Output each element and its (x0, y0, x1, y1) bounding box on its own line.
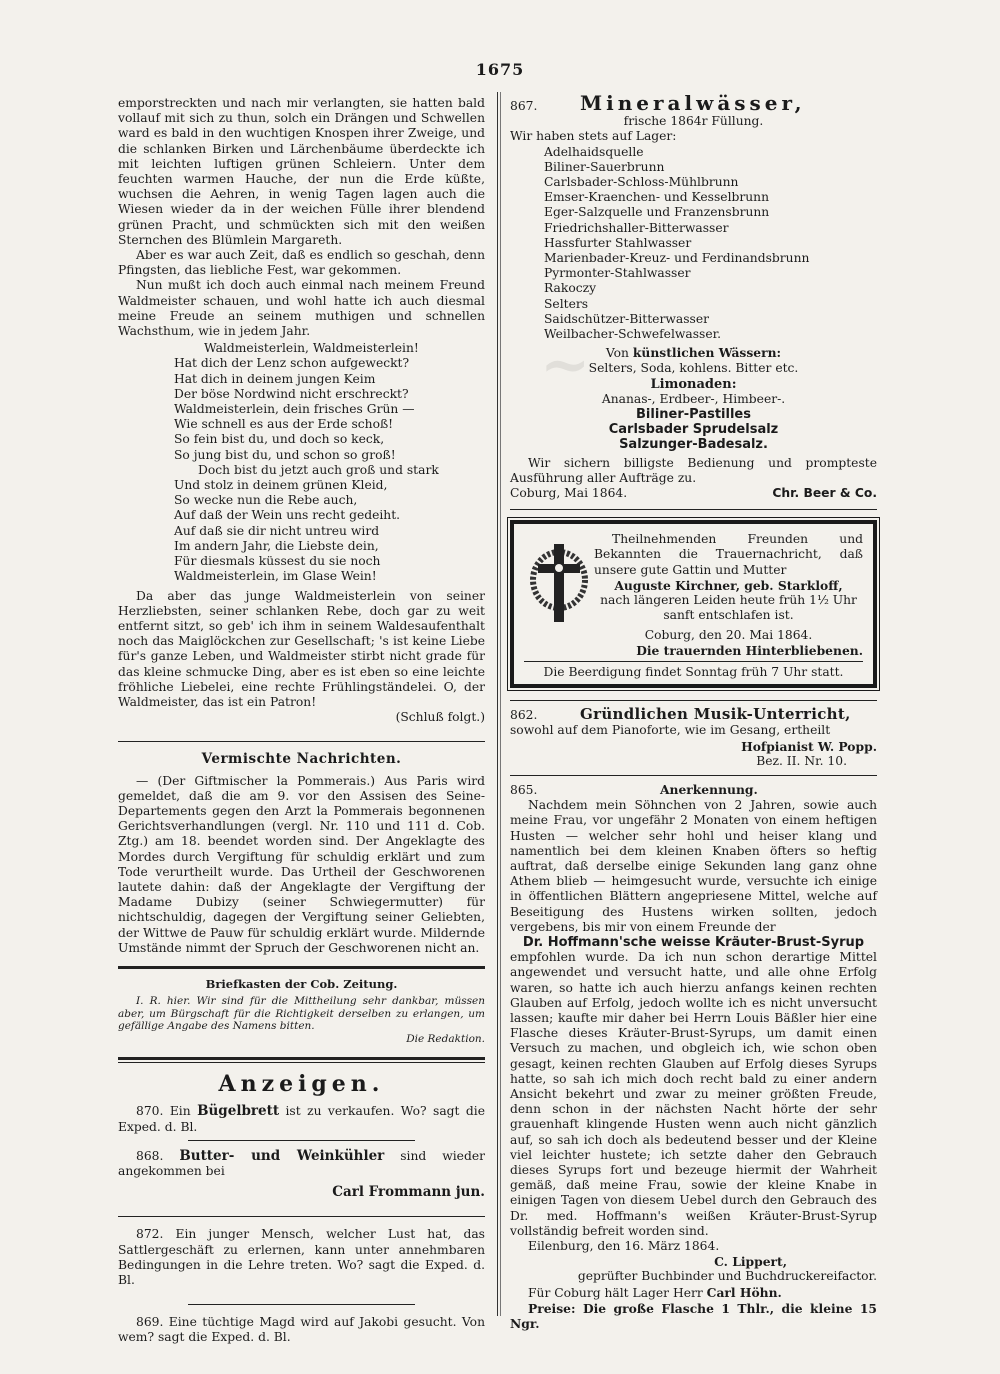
poem-line: Waldmeisterlein, im Glase Wein! (174, 569, 377, 584)
right-column (510, 91, 877, 1332)
ad-signature: Carl Frommann jun. (332, 1184, 485, 1201)
cross-wreath-icon (524, 532, 594, 642)
ad-862 (510, 707, 877, 723)
story-paragraph: emporstreckten und nach mir verlangten, sie hatten bald vollauf mit sich zu thun, solch ein Drängen und Schwellen ward es bald in den wuchtigen Knospen ihrer Zweige, und die schlanken Birken und Lärchenbäume überdeckte ich mit leichten luftigen grünen Schleiern. Unter dem feuchten warmen Hauche, der nun die Erde küßte, wuchsen die Aehren, in wenig Tagen lagen auch die Wiesen wieder da in der weichen Fülle ihrer blendend grünen Pracht, und schmückten sich mit den weißen Sternchen des Blümlein Margareth. (118, 96, 485, 247)
page-number: 1675 (475, 60, 525, 79)
anerkennung-signature: C. Lippert, (714, 1254, 787, 1270)
poem-line: Hat dich in deinem jungen Keim (174, 371, 376, 386)
poem-line: Auf daß der Wein uns recht gedeiht. (174, 508, 401, 523)
anerkennung-place: Eilenburg, den 16. März 1864. (528, 1239, 720, 1254)
list-item: Saidschützer-Bitterwasser (544, 311, 709, 326)
mineral-subtitle: frische 1864r Füllung. (623, 114, 764, 129)
kuenstlich-prefix: Von (605, 346, 629, 361)
news-text: — (Der Giftmischer la Pommerais.) Aus Paris wird gemeldet, daß die am 9. vor den Assisen des Seine-Departements gegen den Arzt la Pommerais begonnenen Gerichtsverhandlungen (vergl. Nr. 110 und 111 d. Cob. Ztg.) am 18. beendet worden sind. Der Angeklagte des Mordes durch Vergiftung für schuldig erklärt und zum Tode verurtheilt wurde. Das Urtheil der Geschworenen lautete dahin: daß der Angeklagte der Vergiftung der Madame Dubizy (seiner Schwiegermutter) für nichtschuldig, dagegen der Vergiftung seiner Geliebten, der Wittwe de Pauw für schuldig erklärt wurde. Mildernde Umstände nimmt der Spruch der Geschworenen nicht an. (118, 773, 485, 955)
special-item: Salzunger-Badesalz. (619, 437, 768, 453)
ad-text: ist zu verkaufen. Wo? sagt die Exped. d. Bl. (118, 1104, 485, 1134)
story-paragraph: Nun mußt ich doch auch einmal nach meinem Freund Waldmeister schauen, und wohl hatte ich auch diesmal meine Freude an seinem muthigen und schnellen Wachsthum, wie in jedem Jahr. (118, 278, 485, 339)
kuenstlich-text: Selters, Soda, kohlens. Bitter etc. (588, 361, 799, 376)
anerkennung-title: Anerkennung. (660, 781, 758, 797)
mineral-place: Coburg, Mai 1864. (510, 486, 628, 501)
limonaden-text: Ananas-, Erdbeer-, Himbeer-. (601, 391, 786, 406)
ad-867-header (510, 91, 877, 115)
music-text: sowohl auf dem Pianoforte, wie im Gesang, ertheilt (510, 723, 831, 738)
poem-line: Waldmeisterlein, Waldmeisterlein! (204, 341, 419, 356)
lager-name: Carl Höhn. (706, 1284, 782, 1300)
kuenstlich-heading (510, 345, 877, 361)
briefkasten-text: I. R. hier. Wir sind für die Mittheilung sehr dankbar, müssen aber, um Bürgschaft für die Richtigkeit derselben zu erlangen, um gefällige Angabe des Namens bitten. (118, 995, 485, 1033)
section-title-vermischte: Vermischte Nachrichten. (201, 751, 402, 768)
mineral-intro: Wir haben stets auf Lager: (510, 129, 677, 144)
limonaden-title: Limonaden: (650, 376, 737, 392)
list-item: Friedrichshaller-Bitterwasser (544, 220, 729, 235)
divider (118, 966, 485, 969)
anzeigen-title: Anzeigen. (218, 1071, 385, 1098)
divider (524, 661, 863, 662)
anerkennung-text: Nachdem mein Söhnchen von 2 Jahren, sowie auch meine Frau, vor ungefähr 2 Monaten von einem heftigen Husten — welcher sehr hohl und heiser klang und namentlich bei dem kleinen Knaben öfters so heftig auftrat, daß derselbe einige Sekunden lang ganz ohne Athem blieb — heimgesucht wurde, versuchte ich einige in öffentlichen Blättern angepriesene Mittel, welche auf Beseitigung des Hustens wirken sollten, jedoch vergebens, bis mir von einem Freunde der (510, 798, 877, 934)
ad-keyword: Bügelbrett (197, 1103, 280, 1120)
continued-note: (Schluß folgt.) (395, 710, 485, 725)
list-item: Pyrmonter-Stahlwasser (544, 266, 691, 281)
death-place: Coburg, den 20. Mai 1864. (644, 627, 813, 642)
story-paragraph: Aber es war auch Zeit, daß es endlich so geschah, denn Pfingsten, das liebliche Fest, war gekommen. (118, 248, 485, 278)
ad-869: 869. Eine tüchtige Magd wird auf Jakobi gesucht. Von wem? sagt die Exped. d. Bl. (118, 1315, 485, 1345)
divider (510, 509, 877, 510)
mineral-signature-row (510, 486, 877, 501)
death-text2: nach längeren Leiden heute früh 1½ Uhr sanft entschlafen ist. (600, 593, 857, 623)
music-signature: Hofpianist W. Popp. (741, 738, 877, 754)
list-item: Marienbader-Kreuz- und Ferdinandsbrunn (544, 251, 810, 266)
mineral-title: Mineralwässer, (580, 91, 806, 115)
music-title: Gründlichen Musik-Unterricht, (580, 705, 851, 724)
death-signature: Die trauernden Hinterbliebenen. (636, 642, 863, 658)
divider (188, 1304, 415, 1305)
list-item: Hassfurter Stahlwasser (544, 235, 692, 250)
syrup-name: Dr. Hoffmann'sche weisse Kräuter-Brust-Syrup (522, 934, 865, 950)
death-text: Theilnehmenden Freunden und Bekannten die Trauernachricht, daß unsere gute Gattin und Mutter (594, 532, 863, 577)
poem (174, 341, 485, 584)
ad-number: 870. (136, 1104, 164, 1119)
ad-text: Ein (169, 1104, 191, 1119)
mineral-signature: Chr. Beer & Co. (772, 486, 877, 501)
death-name: Auguste Kirchner, geb. Starkloff, (614, 577, 843, 593)
poem-line: Doch bist du jetzt auch groß und stark (198, 462, 439, 477)
ad-868 (118, 1149, 485, 1179)
divider (510, 775, 877, 776)
anerkennung-text2: empfohlen wurde. Da ich nun schon derartige Mittel angewendet und versucht hatte, und alle ohne Erfolg waren, so hatte ich auch hierzu anfangs keinen rechten Glauben auf Erfolg, jedoch wollte ich es nicht unversucht lassen; kaufte mir daher bei Herrn Louis Bäßler hier eine Flasche dieses Kräuter-Brust-Syrups, um damit einen Versuch zu machen, und obgleich ich, wie schon oben gesagt, keinen rechten Glauben auf Erfolg dieses Syrups hatte, so sah ich mich doch recht bald zu einer andern Ansicht bekehrt und zwar zu meiner größten Freude, denn schon in der nächsten Nacht hörte der sehr grauenhaft klingende Husten wenn auch nicht gänzlich auf, so sah ich doch als bedeutend besser und der Kleine viel leichter hustete; ich setzte daher den Gebrauch dieses Syrups fort und bezeuge hiermit der Wahrheit gemäß, daß meine Frau, sowie der kleine Knabe in einigen Tagen von diesem Uebel durch den Gebrauch des Dr. med. Hoffmann's weißen Kräuter-Brust-Syrup vollständig befreit worden sind. (510, 950, 877, 1238)
left-column (118, 96, 485, 1346)
poem-line: Auf daß sie dir nicht untreu wird (174, 523, 380, 538)
poem-line: Der böse Nordwind nicht erschreckt? (174, 386, 409, 401)
special-item: Biliner-Pastilles (636, 407, 751, 423)
poem-line: Hat dich der Lenz schon aufgeweckt? (174, 356, 410, 371)
divider (510, 700, 877, 701)
list-item: Eger-Salzquelle und Franzensbrunn (544, 205, 770, 220)
ad-number: 868. (136, 1148, 164, 1163)
poem-line: So jung bist du, und schon so groß! (174, 447, 396, 462)
list-item: Selters (544, 296, 589, 311)
ad-number: 867. (510, 99, 538, 113)
poem-line: Wie schnell es aus der Erde schoß! (174, 417, 394, 432)
ad-865-header (510, 782, 877, 798)
poem-line: So wecke nun die Rebe auch, (174, 493, 358, 508)
mineral-list (544, 145, 877, 343)
poem-line: Für diesmals küssest du sie noch (174, 554, 381, 569)
ad-keyword: Butter- und Weinkühler (179, 1147, 385, 1164)
poem-line: So fein bist du, und doch so keck, (174, 432, 385, 447)
mineral-closing: Wir sichern billigste Bedienung und prompteste Ausführung aller Aufträge zu. (510, 455, 877, 485)
anerkennung-signature-title: geprüfter Buchbinder und Buchdruckereifactor. (577, 1269, 877, 1284)
list-item: Weilbacher-Schwefelwasser. (544, 327, 722, 342)
briefkasten-title: Briefkasten der Cob. Zeitung. (205, 976, 398, 991)
list-item: Rakoczy (544, 281, 597, 296)
lager-note (510, 1285, 877, 1301)
ad-text: sind wieder angekommen bei (118, 1148, 485, 1178)
divider (118, 741, 485, 742)
divider (118, 1216, 485, 1217)
ad-870 (118, 1104, 485, 1134)
death-notice (510, 520, 877, 688)
poem-line: Waldmeisterlein, dein frisches Grün — (174, 402, 415, 417)
column-divider-inner (500, 92, 501, 1316)
death-funeral: Die Beerdigung findet Sonntag früh 7 Uhr statt. (543, 664, 844, 679)
poem-line: Im andern Jahr, die Liebste dein, (174, 538, 379, 553)
ad-number: 862. (510, 708, 538, 723)
list-item: Biliner-Sauerbrunn (544, 159, 665, 174)
ad-872: 872. Ein junger Mensch, welcher Lust hat, das Sattlergeschäft zu erlernen, kann unter annehmbaren Bedingungen in die Lehre treten. Wo? sagt die Exped. d. Bl. (118, 1227, 485, 1287)
list-item: Emser-Kraenchen- und Kesselbrunn (544, 190, 770, 205)
list-item: Carlsbader-Schloss-Mühlbrunn (544, 175, 739, 190)
divider (118, 1057, 485, 1060)
poem-line: Und stolz in deinem grünen Kleid, (174, 478, 388, 493)
kuenstlich-label: künstlichen Wässern: (632, 345, 782, 361)
ad-number: 865. (510, 782, 538, 797)
price-note: Preise: Die große Flasche 1 Thlr., die kleine 15 Ngr. (510, 1300, 877, 1332)
lager-prefix: Für Coburg hält Lager Herr (528, 1285, 703, 1300)
divider (188, 1140, 415, 1141)
briefkasten-sign: Die Redaktion. (406, 1032, 485, 1045)
music-address: Bez. II. Nr. 10. (756, 753, 847, 768)
special-item: Carlsbader Sprudelsalz (608, 422, 779, 438)
story-paragraph: Da aber das junge Waldmeisterlein von seiner Herzliebsten, seiner schlanken Rebe, doch gar zu weit entfernt sitzt, so geb' ich ihm in seinem Waldesaufenthalt noch das Maiglöckchen zur Gesellschaft; 's ist keine Liebe für's ganze Leben, und Waldmeister stirbt nicht grade für das kleine schmucke Ding, aber es ist eben so eine leichte fröhliche Liebelei, eine rechte Frühlingständelei. O, der Waldmeister, das ist ein Patron! (118, 588, 485, 709)
list-item: Adelhaidsquelle (544, 144, 644, 159)
column-divider (497, 92, 498, 1316)
divider (118, 1062, 485, 1063)
